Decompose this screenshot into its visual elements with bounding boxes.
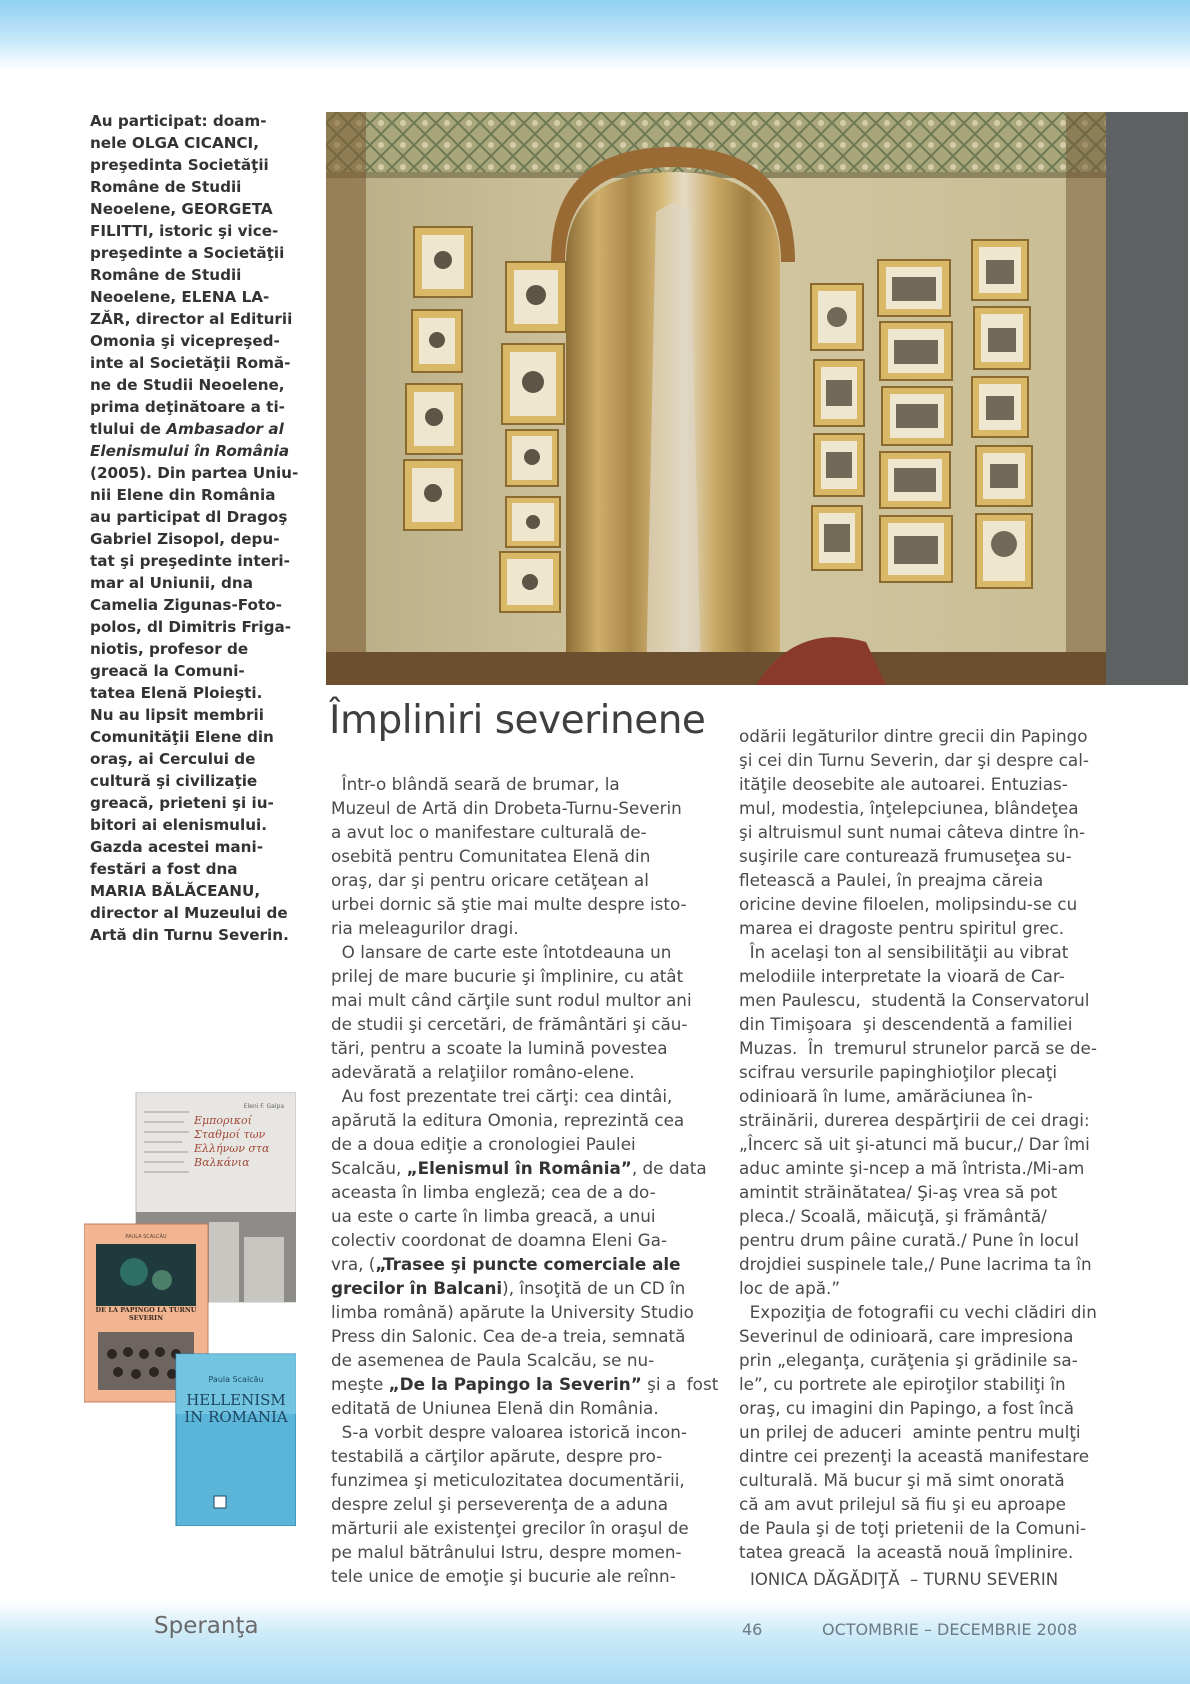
text-line: prin „eleganţa, curăţenia şi grădinile sa- [739, 1350, 1078, 1370]
text-line: oricine devine filoelen, molipsindu-se cu [739, 894, 1078, 914]
cover3-title: HELLENISM IN ROMANIA [184, 1392, 288, 1426]
text-line: Camelia Zigunas-Foto- [90, 596, 282, 614]
text-line: din Timişoara şi descendentă a familiei [739, 1014, 1073, 1034]
article-signature: IONICA DĂGĂDIŢĂ – TURNU SEVERIN [750, 1570, 1059, 1589]
text-line: Artă din Turnu Severin. [90, 926, 289, 944]
text-line: „Încerc să uit şi-atunci mă bucur,/ Dar îmi [739, 1134, 1090, 1154]
text-line: tat şi preşedinte interi- [90, 552, 290, 570]
text-line: greacă la Comuni- [90, 662, 245, 680]
text-line: niotis, profesor de [90, 640, 249, 658]
article-title: Împliniri severinene [329, 698, 706, 743]
text-line: mărturii ale existenţei grecilor în oraşul de [331, 1518, 689, 1538]
text-line: suşirile care conturează frumuseţea su- [739, 846, 1072, 866]
text-line: colectiv coordonat de doamna Eleni Ga- [331, 1230, 668, 1250]
text-line: apărută la editura Omonia, reprezintă cea [331, 1110, 685, 1130]
photo-gray-strip [1106, 112, 1188, 685]
italic-fragment: Elenismului în România [90, 442, 290, 460]
book-covers-drawing [84, 1092, 296, 1526]
text-line: ria meleagurilor dragi. [331, 918, 519, 938]
text-line: preşedinta Societăţii [90, 156, 269, 174]
text-line [331, 1372, 719, 1396]
text-line: tele unice de emoţie şi bucurie ale reînn- [331, 1566, 676, 1586]
text-line: aduc aminte şi-ncep a mă întrista./Mi-am [739, 1158, 1085, 1178]
text-line: funzimea şi meticulozitatea documentării, [331, 1470, 685, 1490]
text-line: marea ei dragoste pentru spiritul grec. [739, 918, 1065, 938]
text-line: mar al Uniunii, dna [90, 574, 253, 592]
text-line: Muzeul de Artă din Drobeta-Turnu-Severin [331, 798, 682, 818]
text-line: de studii şi cercetări, de frământări şi cău- [331, 1014, 688, 1034]
text-line: culturală. Mă bucur şi mă simt onorată [739, 1470, 1065, 1490]
text-line: de Paula şi de toţi prietenii de la Comuni- [739, 1518, 1086, 1538]
text-line: mul, modestia, înţelepciunea, blândeţea [739, 798, 1079, 818]
text-line: Au participat: doam- [90, 112, 267, 130]
cover3-author: Paula Scalcău [208, 1375, 264, 1384]
text-line: oraş, ai Cercului de [90, 750, 256, 768]
italic-fragment: Ambasador al [166, 420, 284, 438]
text-line: ne de Studii Neoelene, [90, 376, 285, 394]
text-line: polos, dl Dimitris Friga- [90, 618, 292, 636]
text-line: a avut loc o manifestare culturală de- [331, 822, 647, 842]
text-line: nele OLGA CICANCI, [90, 134, 259, 152]
text-line: despre zelul şi perseverenţa de a aduna [331, 1494, 669, 1514]
text-line: FILITTI, istoric şi vice- [90, 222, 279, 240]
text-line: bitori ai elenismului. [90, 816, 267, 834]
text-line: melodiile interpretate la vioară de Car- [739, 966, 1065, 986]
text-line [90, 418, 284, 440]
text-line [331, 1156, 707, 1180]
cover1-author: Eleni F. Galpa [243, 1103, 284, 1110]
text-line: cultură şi civilizaţie [90, 772, 258, 790]
text-line: tatea greacă la această nouă împlinire. [739, 1542, 1074, 1562]
text-fragment: Scalcău, [331, 1158, 407, 1178]
cover2-title: DE LA PAPINGO LA TURNU SEVERIN [95, 1306, 197, 1322]
article-column-1 [331, 772, 719, 1588]
book-title-trasee: „Trasee şi puncte comerciale ale [375, 1254, 681, 1274]
cover1-title: Εμπορικοί Σταθμοί των Ελλήνων στα Βαλκάνια [194, 1114, 270, 1169]
text-line: le”, cu portrete ale epiroţilor stabiliţi în [739, 1374, 1066, 1394]
text-fragment: ), însoţită de un CD în [502, 1278, 686, 1298]
text-line: prima deţinătoare a ti- [90, 398, 285, 416]
text-line: prilej de mare bucurie şi împlinire, cu atât [331, 966, 684, 986]
text-line: au participat dl Dragoş [90, 508, 288, 526]
sidebar-text [90, 110, 299, 946]
text-line: MARIA BĂLĂCEANU, [90, 882, 261, 900]
text-line: urbei dornic să ştie mai multe despre isto- [331, 894, 687, 914]
text-line: Într-o blândă seară de brumar, la [331, 774, 620, 794]
text-line: pe malul bătrânului Istru, despre momen- [331, 1542, 682, 1562]
text-line: Neoelene, ELENA LA- [90, 288, 270, 306]
text-line: mai mult când cărţile sunt rodul multor ani [331, 990, 692, 1010]
text-line: odinioară în lume, amărăciunea în- [739, 1086, 1033, 1106]
book-covers-collage [84, 1092, 296, 1526]
text-line: Române de Studii [90, 266, 242, 284]
text-line: osebită pentru Comunitatea Elenă din [331, 846, 651, 866]
text-line: şi cei din Turnu Severin, dar şi despre cal- [739, 750, 1089, 770]
text-line [331, 1252, 701, 1276]
text-fragment: vra, ( [331, 1254, 376, 1274]
text-line: aceasta în limba engleză; cea de a do- [331, 1182, 656, 1202]
text-line: (2005). Din partea Uniu- [90, 464, 299, 482]
text-line: loc de apă.” [739, 1278, 841, 1298]
text-line: ităţile deosebite ale autoarei. Entuzias- [739, 774, 1068, 794]
text-line: de asemenea de Paula Scalcău, se nu- [331, 1350, 655, 1370]
text-line: ua este o carte în limba greacă, a unui [331, 1206, 656, 1226]
text-line: nii Elene din România [90, 486, 276, 504]
text-line [90, 440, 290, 462]
text-line: tări, pentru a scoate la lumină povestea [331, 1038, 668, 1058]
text-line: că am avut prilejul să fiu şi eu aproape [739, 1494, 1066, 1514]
text-line: scifrau versurile papinghioţilor plecaţi [739, 1062, 1058, 1082]
text-line: un prilej de aduceri aminte pentru mulţi [739, 1422, 1081, 1442]
article-column-2 [739, 724, 1109, 1564]
text-line: Nu au lipsit membrii [90, 706, 264, 724]
text-line: În acelaşi ton al sensibilităţii au vibrat [739, 942, 1069, 962]
book-title-papingo: „De la Papingo la Severin” [388, 1374, 642, 1394]
footer-issue-date: OCTOMBRIE – DECEMBRIE 2008 [822, 1620, 1078, 1639]
book-title-trasee-cont: grecilor în Balcani [331, 1278, 503, 1298]
sidebar-participants [90, 110, 299, 946]
text-line: Române de Studii [90, 178, 242, 196]
footer-page-number: 46 [742, 1620, 763, 1639]
text-line: Muzas. În tremurul strunelor parcă se de- [739, 1038, 1097, 1058]
museum-photo-drawing [326, 112, 1188, 685]
text-line: şi altruismul sunt numai câteva dintre în- [739, 822, 1086, 842]
text-line: oraş, dar şi pentru oricare cetăţean al [331, 870, 649, 890]
text-line: S-a vorbit despre valoarea istorică incon- [331, 1422, 687, 1442]
text-line: Neoelene, GEORGETA [90, 200, 273, 218]
text-fragment: , de data [631, 1158, 707, 1178]
text-line: Omonia şi vicepreşed- [90, 332, 280, 350]
text-line: testabilă a cărţilor apărute, despre pro- [331, 1446, 663, 1466]
text-line: străinării, durerea despărţirii de cei dragi: [739, 1110, 1090, 1130]
text-line: adevărată a relaţiilor româno-elene. [331, 1062, 635, 1082]
book-cover-hellenism [176, 1354, 296, 1526]
text-line: fletească a Paulei, în preajma căreia [739, 870, 1044, 890]
text-line: limba română) apărute la University Studio [331, 1302, 694, 1322]
text-line [331, 1276, 701, 1300]
text-line: men Paulescu, studentă la Conservatorul [739, 990, 1090, 1010]
text-line: preşedinte a Societăţii [90, 244, 285, 262]
text-line: director al Muzeului de [90, 904, 288, 922]
text-line: Au fost prezentate trei cărţi: cea dintâi, [331, 1086, 673, 1106]
text-line: festări a fost dna [90, 860, 238, 878]
text-line: greacă, prieteni şi iu- [90, 794, 274, 812]
text-line: inte al Societăţii Romă- [90, 354, 291, 372]
text-line: editată de Uniunea Elenă din România. [331, 1398, 659, 1418]
text-line: ZĂR, director al Editurii [90, 310, 293, 328]
text-line: Comunităţii Elene din [90, 728, 274, 746]
book-title-elenismul: „Elenismul în România” [406, 1158, 632, 1178]
text-line: Severinul de odinioară, care impresiona [739, 1326, 1074, 1346]
text-line: pleca./ Scoală, măicuţă, şi frământă/ [739, 1206, 1047, 1226]
text-line: dintre cei prezenţi la această manifestare [739, 1446, 1090, 1466]
text-line: O lansare de carte este întotdeauna un [331, 942, 672, 962]
museum-photo [326, 112, 1188, 685]
text-line: Gazda acestei mani- [90, 838, 264, 856]
text-line: oraş, cu imagini din Papingo, a fost încă [739, 1398, 1075, 1418]
text-line: drojdiei suspinele tale,/ Pune lacrima ta în [739, 1254, 1092, 1274]
footer-magazine-name: Speranţa [154, 1613, 259, 1639]
cover2-author: PAULA SCALCĂU [125, 1234, 167, 1240]
text-line: Gabriel Zisopol, depu- [90, 530, 280, 548]
text-fragment: tlului de [90, 420, 167, 438]
text-line: amintit străinătatea/ Şi-aş vrea să pot [739, 1182, 1058, 1202]
text-line: Expoziţia de fotografii cu vechi clădiri din [739, 1302, 1097, 1322]
top-color-band [0, 0, 1190, 70]
text-line: tatea Elenă Ploieşti. [90, 684, 263, 702]
text-line: de a doua ediţie a cronologiei Paulei [331, 1134, 636, 1154]
text-fragment: şi a fost [641, 1374, 719, 1394]
text-line: Press din Salonic. Cea de-a treia, semnată [331, 1326, 686, 1346]
text-line: odării legăturilor dintre grecii din Papingo [739, 726, 1088, 746]
text-line: pentru drum pâine curată./ Pune în locul [739, 1230, 1079, 1250]
text-fragment: meşte [331, 1374, 389, 1394]
